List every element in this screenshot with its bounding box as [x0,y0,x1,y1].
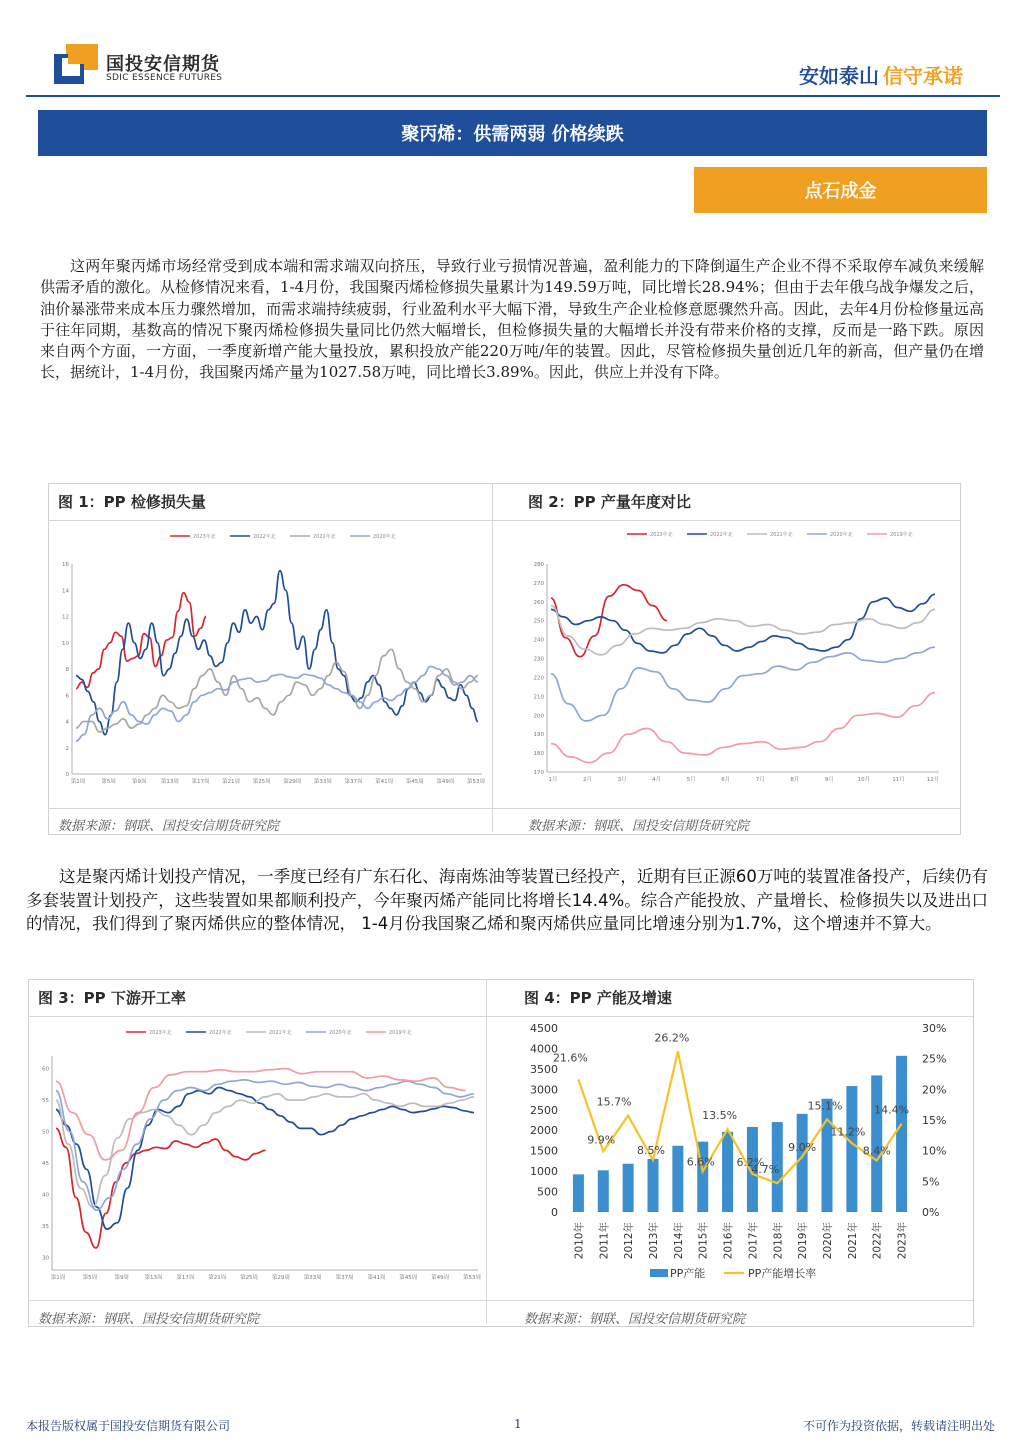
x-tick-label: 第41周 [367,1275,386,1281]
x-tick-label: 2023年 [896,1222,909,1260]
data-label-8: 6.2% [736,1155,765,1169]
y-tick-label: 1000 [530,1165,558,1179]
y-tick-label: 12 [62,614,69,621]
data-label-7: 13.5% [702,1109,738,1123]
data-label-3: 15.7% [596,1095,632,1109]
legend-swatch-capacity [650,1269,668,1277]
y-tick-label: 200 [533,713,544,720]
logo-cn-text: 国投安信期货 [106,54,220,75]
capacity-bar-1 [573,1174,584,1212]
y-tick-label: 0 [551,1206,558,1219]
legend-label-3: 2021年北 [269,1030,292,1036]
series-line-2 [56,1088,474,1230]
capacity-bar-7 [722,1132,733,1212]
capacity-bar-5 [672,1146,683,1212]
x-tick-label: 6月 [721,777,731,783]
x-tick-label: 8月 [790,777,800,783]
x-tick-label: 第49周 [436,779,455,785]
slogan-part-b: 信守承诺 [883,64,963,88]
x-tick-label: 第29周 [271,1275,290,1281]
y2-tick-label: 15% [922,1114,947,1127]
x-tick-label: 2013年 [648,1222,660,1260]
y-tick-label: 50 [42,1129,49,1136]
y-tick-label: 170 [533,770,544,776]
figure-divider-2 [486,980,487,1324]
x-tick-label: 第49周 [431,1275,450,1281]
y-tick-label: 35 [42,1223,49,1230]
x-tick-label: 7月 [755,777,765,783]
y-tick-label: 220 [533,675,544,682]
x-tick-label: 第9周 [131,779,147,785]
y-tick-label: 210 [533,694,544,701]
y-tick-label: 2 [65,745,69,752]
header-divider [26,95,1000,97]
x-tick-label: 1月 [548,777,558,783]
body-paragraph-1: 这两年聚丙烯市场经常受到成本端和需求端双向挤压，导致行业亏损情况普遍，盈利能力的下降倒逼生产企业不得不采取停车减负来缓解供需矛盾的激化。从检修情况来看，1-4月份，我国聚丙烯检修损失量累计为149.59万吨，同比增长28.94%；但由于去年俄乌战争爆发之后，油价暴涨带来成本压力骤然增加，而需求端持续疲弱，行业盈利水平大幅下滑，导致生产企业检修意愿骤然升高。因此，去年4月份检修量远高于往年同期，基数高的情况下聚丙烯检修损失量同比仍然大幅增长，但检修损失量的大幅增长并没有带来价格的支撑，反而是一路下跌。原因来自两个方面，一方面，一季度新增产能大量投放，累积投放产能220万吨/年的装置。因此，尽管检修损失量创近几年的新高，但产量仍在增长，据统计，1-4月份，我国聚丙烯产量为1027.58万吨，同比增长3.89%。因此，供应上并没有下降。 [40,257,984,382]
legend-label-4: 2020年北 [329,1030,352,1036]
x-tick-label: 第33周 [303,1275,322,1281]
y-tick-label: 4 [65,719,69,726]
x-tick-label: 9月 [824,777,834,783]
fig2-source: 数据来源：钢联、国投安信期货研究院 [528,819,750,834]
y2-tick-label: 30% [922,1022,947,1035]
capacity-bar-2 [598,1170,609,1212]
y-tick-label: 14 [62,588,69,595]
y-tick-label: 8 [65,667,69,673]
y2-tick-label: 5% [922,1175,940,1189]
y2-tick-label: 25% [922,1052,947,1066]
fig4-chart [490,1018,970,1298]
data-label-14: 14.4% [874,1103,910,1117]
figure-title-separator-2 [28,1016,973,1017]
y-tick-label: 270 [533,580,544,587]
x-tick-label: 第1周 [50,1275,66,1281]
x-tick-label: 第17周 [176,1275,195,1281]
legend-label-4: 2020年北 [830,532,853,538]
x-tick-label: 4月 [652,777,662,783]
x-tick-label: 2018年 [772,1222,785,1260]
x-tick-label: 第9周 [114,1275,129,1281]
x-tick-label: 2019年 [797,1222,810,1260]
x-tick-label: 2014年 [672,1222,685,1260]
x-tick-label: 第5周 [82,1275,98,1281]
legend-label-1: 2023年北 [650,532,673,538]
logo-en-text: SDIC ESSENCE FUTURES [106,73,223,83]
legend-label-4: 2020年北 [373,534,396,540]
footer-copyright: 本报告版权属于国投安信期货有限公司 [26,1419,231,1433]
article-title: 聚丙烯：供需两弱 价格续跌 [38,110,987,156]
y-tick-label: 2500 [530,1103,558,1117]
y2-tick-label: 10% [922,1144,947,1158]
x-tick-label: 10月 [857,777,871,783]
x-tick-label: 2020年 [822,1222,834,1260]
y-tick-label: 30 [42,1255,49,1262]
x-tick-label: 第13周 [160,779,179,785]
footer-disclaimer: 不可作为投资依据，转载请注明出处 [802,1419,995,1433]
company-logo [54,44,98,84]
slogan [799,60,963,89]
x-tick-label: 2021年 [846,1222,859,1260]
series-line-4 [56,1080,474,1210]
x-tick-label: 第41周 [375,779,394,785]
x-tick-label: 第13周 [144,1275,163,1281]
capacity-bar-14 [896,1056,907,1212]
x-tick-label: 第37周 [335,1275,354,1281]
fig3-source: 数据来源：钢联、国投安信期货研究院 [38,1312,260,1327]
y-tick-label: 230 [533,656,544,663]
x-tick-label: 第37周 [344,779,363,785]
fig2-title: 图 2：PP 产量年度对比 [528,493,691,511]
legend-label-capacity: PP产能 [670,1267,706,1280]
y-tick-label: 16 [62,562,69,568]
data-label-13: 8.4% [862,1144,891,1158]
legend-label-1: 2023年北 [149,1030,172,1036]
x-tick-label: 第45周 [405,779,424,785]
data-label-9: 4.7% [751,1163,780,1177]
data-label-4: 8.5% [637,1143,665,1157]
y-tick-label: 260 [533,599,544,606]
legend-label-1: 2023年北 [193,534,216,540]
y-tick-label: 240 [533,637,544,644]
fig3-chart [30,1018,484,1298]
series-line-1 [76,593,206,689]
x-tick-label: 11月 [892,777,905,783]
x-tick-label: 第33周 [313,779,332,785]
fig4-title: 图 4：PP 产能及增速 [524,989,672,1007]
x-tick-label: 2017年 [747,1222,760,1260]
y-tick-label: 3000 [530,1083,558,1097]
y-tick-label: 280 [533,562,544,568]
x-tick-label: 3月 [617,777,627,783]
fig1-title: 图 1：PP 检修损失量 [58,493,206,511]
x-tick-label: 第29周 [283,779,302,785]
data-label-6: 6.6% [686,1155,715,1169]
fig3-title: 图 3：PP 下游开工率 [38,989,186,1007]
x-tick-label: 2015年 [697,1222,710,1260]
legend-label-5: 2019年北 [890,532,913,538]
legend-label-5: 2019年北 [389,1030,412,1036]
x-tick-label: 第25周 [252,779,271,785]
body-paragraph-2: 这是聚丙烯计划投产情况，一季度已经有广东石化、海南炼油等装置已经投产，近期有巨正源60万吨的装置准备投产，后续仍有多套装置计划投产，这些装置如果都顺利投产，今年聚丙烯产能同比将增长14.4%。综合产能投放、产量增长、检修损失以及进出口的情况，我们得到了聚丙烯供应的整体情况， 1-4月份我国聚乙烯和聚丙烯供应量同比增速分别为1.7%，这个增速并不算大。 [26,867,988,933]
data-label-2: 9.9% [587,1133,616,1147]
x-tick-label: 第5周 [101,779,116,785]
capacity-bar-11 [822,1099,833,1212]
capacity-bar-3 [623,1164,634,1212]
series-line-3 [551,606,935,655]
x-tick-label: 第53周 [467,779,485,785]
x-tick-label: 第53周 [463,1275,481,1281]
data-label-12: 11.2% [830,1125,866,1139]
x-tick-label: 第21周 [208,1275,227,1281]
legend-label-2: 2022年北 [253,534,276,540]
series-line-5 [551,693,935,763]
y-tick-label: 45 [42,1161,49,1167]
figure-title-separator [48,520,960,521]
y-tick-label: 2000 [530,1124,558,1138]
x-tick-label: 2016年 [722,1222,735,1260]
figure-divider [492,484,493,832]
data-label-10: 9.0% [788,1140,817,1154]
legend-label-3: 2021年北 [313,534,336,540]
data-label-1: 21.6% [552,1051,588,1065]
y-tick-label: 10 [62,640,69,647]
y2-tick-label: 20% [922,1083,947,1097]
x-tick-label: 第1周 [70,779,86,785]
capacity-bar-4 [648,1159,659,1212]
x-tick-label: 第25周 [240,1275,259,1281]
x-tick-label: 2011年 [598,1222,611,1260]
y-tick-label: 190 [533,732,544,739]
figure-source-separator [48,808,960,809]
x-tick-label: 12月 [926,777,940,783]
legend-label-growth: PP产能增长率 [748,1267,817,1280]
y-tick-label: 250 [533,618,544,625]
y-tick-label: 40 [42,1192,49,1199]
x-tick-label: 5月 [686,777,696,783]
x-tick-label: 2月 [583,777,593,783]
x-tick-label: 第17周 [191,779,210,785]
slogan-part-a: 安如泰山 [799,64,879,88]
data-label-5: 26.2% [654,1031,690,1045]
x-tick-label: 2022年 [871,1222,884,1260]
fig1-source: 数据来源：钢联、国投安信期货研究院 [58,819,280,834]
y2-tick-label: 0% [922,1206,940,1219]
x-tick-label: 第21周 [222,779,241,785]
legend-label-2: 2022年北 [710,532,733,538]
series-line-4 [76,666,478,741]
y-tick-label: 0 [65,772,69,778]
x-tick-label: 第45周 [399,1275,418,1281]
x-tick-label: 2012年 [623,1222,636,1260]
y-tick-label: 60 [42,1066,49,1073]
figure-source-separator-2 [28,1300,973,1301]
fig2-chart [495,522,957,806]
author-badge: 点石成金 [694,167,987,213]
capacity-bar-12 [846,1086,857,1212]
y-tick-label: 4000 [530,1042,558,1056]
y-tick-label: 3500 [530,1062,558,1076]
y-tick-label: 1500 [530,1144,558,1158]
x-tick-label: 2010年 [573,1222,586,1260]
y-tick-label: 6 [65,693,69,700]
y-tick-label: 500 [537,1185,558,1199]
capacity-bar-10 [797,1114,808,1212]
legend-label-3: 2021年北 [770,532,793,538]
y-tick-label: 180 [533,751,544,758]
data-label-11: 15.1% [807,1099,843,1113]
fig4-source: 数据来源：钢联、国投安信期货研究院 [524,1312,746,1327]
y-tick-label: 55 [42,1098,49,1105]
legend-label-2: 2022年北 [209,1030,232,1036]
series-line-4 [551,647,935,721]
footer-page-number: 1 [514,1417,522,1431]
fig1-chart [50,522,490,806]
y-tick-label: 4500 [530,1022,558,1035]
